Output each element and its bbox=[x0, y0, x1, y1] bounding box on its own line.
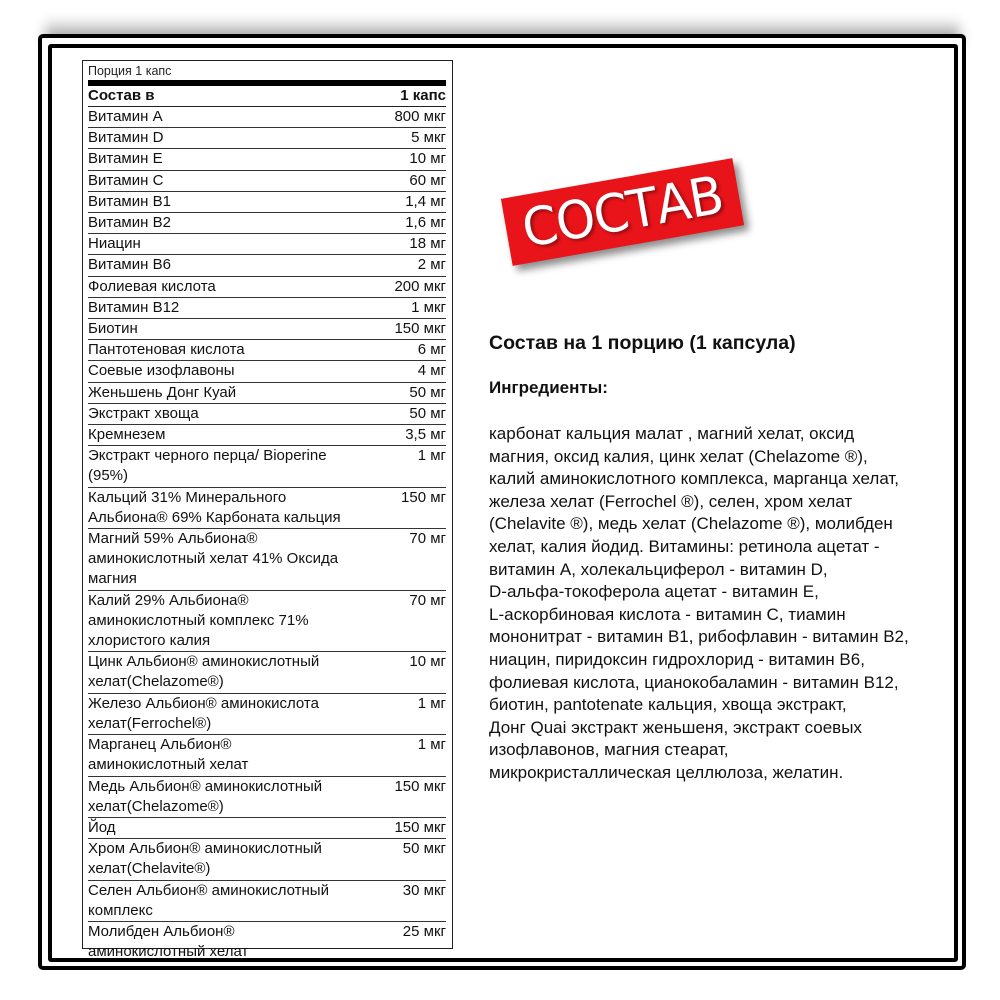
nutrient-name-line: Витамин B1 bbox=[88, 192, 171, 210]
ingredients-heading: Ингредиенты: bbox=[489, 378, 608, 397]
table-rows bbox=[88, 107, 446, 962]
ingredients-line: фолиевая кислота, цианокобаламин - витамин B12, bbox=[489, 672, 899, 692]
table-row bbox=[88, 839, 446, 880]
composition-title: Состав на 1 порцию (1 капсула) bbox=[489, 332, 796, 354]
nutrient-name bbox=[88, 488, 401, 528]
nutrient-amount: 1 мкг bbox=[411, 298, 446, 316]
nutrient-name bbox=[88, 234, 409, 254]
table-row bbox=[88, 735, 446, 776]
table-row bbox=[88, 591, 446, 653]
nutrient-amount: 2 мг bbox=[417, 256, 446, 274]
nutrient-name-line: Фолиевая кислота bbox=[88, 277, 216, 295]
table-row bbox=[88, 361, 446, 382]
nutrient-name-line: Витамин D bbox=[88, 129, 164, 147]
ingredients-line: хелат, калия йодид. Витамины: ретинола ацетат - bbox=[489, 536, 880, 556]
nutrient-name bbox=[88, 383, 409, 403]
nutrient-name bbox=[88, 591, 409, 652]
nutrient-amount: 6 мг bbox=[417, 341, 446, 359]
table-row bbox=[88, 234, 446, 255]
table-row bbox=[88, 298, 446, 319]
nutrient-name-line: Экстракт хвоща bbox=[88, 404, 199, 422]
nutrient-name-line: Калий 29% Альбиона® bbox=[88, 591, 249, 609]
nutrient-name-line: аминокислотный комплекс 71% bbox=[88, 611, 309, 629]
nutrient-name bbox=[88, 192, 405, 212]
nutrient-amount: 50 мг bbox=[409, 383, 446, 401]
nutrient-name bbox=[88, 319, 394, 339]
table-row bbox=[88, 446, 446, 487]
header-name: Состав в bbox=[88, 87, 155, 104]
table-row bbox=[88, 818, 446, 839]
nutrient-name-line: хелат(Chelazome®) bbox=[88, 797, 224, 815]
table-row bbox=[88, 777, 446, 818]
ingredients-line: ниацин, пиридоксин гидрохлорид - витамин B6, bbox=[489, 649, 865, 669]
nutrient-name-line: Медь Альбион® аминокислотный bbox=[88, 777, 323, 795]
nutrient-amount: 4 мг bbox=[417, 362, 446, 380]
table-row bbox=[88, 652, 446, 693]
nutrient-name-line: Витамин E bbox=[88, 150, 163, 168]
nutrient-amount: 50 мг bbox=[409, 404, 446, 422]
nutrient-amount: 25 мкг bbox=[402, 922, 446, 940]
table-row bbox=[88, 171, 446, 192]
nutrient-name-line: Марганец Альбион® bbox=[88, 736, 232, 754]
nutrient-name-line: аминокислотный хелат bbox=[88, 756, 249, 774]
nutrient-amount: 1 мг bbox=[417, 447, 446, 465]
nutrient-amount: 5 мкг bbox=[411, 129, 446, 147]
nutrient-name-line: (95%) bbox=[88, 467, 129, 485]
nutrient-name bbox=[88, 298, 411, 318]
nutrient-name bbox=[88, 694, 418, 734]
table-row bbox=[88, 922, 446, 962]
nutrient-name bbox=[88, 446, 418, 486]
ingredients-line: калий аминокислотного комплекса, марганца хелат, bbox=[489, 469, 900, 489]
nutrient-name-line: Альбиона® 69% Карбоната кальция bbox=[88, 508, 341, 526]
nutrient-name-line: Цинк Альбион® аминокислотный bbox=[88, 653, 320, 671]
nutrient-amount: 70 мг bbox=[409, 530, 446, 548]
nutrient-name-line: хелат(Ferrochel®) bbox=[88, 714, 212, 732]
nutrient-name-line: Витамин C bbox=[88, 171, 164, 189]
table-row bbox=[88, 107, 446, 128]
table-row bbox=[88, 340, 446, 361]
nutrient-amount: 10 мг bbox=[409, 150, 446, 168]
nutrient-name-line: Пантотеновая кислота bbox=[88, 341, 245, 359]
nutrient-name-line: Железо Альбион® аминокислота bbox=[88, 694, 319, 712]
ingredients-line: витамин A, холекальциферол - витамин D, bbox=[489, 559, 828, 579]
nutrient-name bbox=[88, 213, 405, 233]
nutrient-amount: 50 мкг bbox=[402, 840, 446, 858]
nutrient-name-line: Экстракт черного перца/ Bioperine bbox=[88, 447, 327, 465]
nutrient-name bbox=[88, 255, 418, 275]
nutrient-name bbox=[88, 425, 405, 445]
nutrient-name-line: Кальций 31% Минерального bbox=[88, 488, 287, 506]
table-row bbox=[88, 383, 446, 404]
nutrient-name bbox=[88, 777, 394, 817]
nutrient-name-line: хелат(Chelavite®) bbox=[88, 860, 211, 878]
nutrient-name-line: магния bbox=[88, 570, 137, 588]
nutrient-name-line: Магний 59% Альбиона® bbox=[88, 530, 258, 548]
nutrient-name-line: хелат(Chelazome®) bbox=[88, 673, 224, 691]
nutrient-amount: 1 мг bbox=[417, 694, 446, 712]
nutrient-name bbox=[88, 922, 403, 962]
nutrient-amount: 1,6 мг bbox=[405, 214, 446, 232]
nutrient-name bbox=[88, 171, 409, 191]
nutrient-name bbox=[88, 149, 409, 169]
nutrient-name-line: Молибден Альбион® bbox=[88, 922, 235, 940]
nutrient-name bbox=[88, 735, 418, 775]
nutrient-name bbox=[88, 277, 394, 297]
nutrient-amount: 150 мкг bbox=[394, 777, 446, 795]
table-row bbox=[88, 488, 446, 529]
nutrient-name bbox=[88, 839, 403, 879]
nutrient-name bbox=[88, 881, 403, 921]
table-row bbox=[88, 881, 446, 922]
ingredients-text bbox=[489, 423, 919, 785]
serving-size: Порция 1 капс bbox=[88, 64, 172, 78]
ingredients-line: (Chelavite ®), медь хелат (Chelazome ®), молибден bbox=[489, 514, 893, 534]
nutrient-amount: 1 мг bbox=[417, 736, 446, 754]
nutrient-name bbox=[88, 404, 409, 424]
nutrient-name-line: Хром Альбион® аминокислотный bbox=[88, 840, 322, 858]
supplement-facts-table bbox=[82, 60, 453, 961]
nutrient-amount: 10 мг bbox=[409, 653, 446, 671]
nutrient-name bbox=[88, 818, 394, 838]
nutrient-amount: 1,4 мг bbox=[405, 192, 446, 210]
nutrient-amount: 70 мг bbox=[409, 591, 446, 609]
nutrient-amount: 30 мкг bbox=[402, 881, 446, 899]
nutrient-name-line: Кремнезем bbox=[88, 426, 166, 444]
nutrient-amount: 3,5 мг bbox=[405, 426, 446, 444]
nutrient-amount: 800 мкг bbox=[394, 108, 446, 125]
nutrient-name-line: Селен Альбион® аминокислотный bbox=[88, 881, 329, 899]
ingredients-line: железа хелат (Ferrochel ®), селен, хром хелат bbox=[489, 491, 853, 511]
table-row bbox=[88, 128, 446, 149]
nutrient-name-line: Женьшень Донг Куай bbox=[88, 383, 237, 401]
nutrient-name bbox=[88, 529, 409, 590]
table-row bbox=[88, 192, 446, 213]
table-row bbox=[88, 319, 446, 340]
nutrient-name-line: комплекс bbox=[88, 901, 153, 919]
nutrient-name-line: Ниацин bbox=[88, 235, 141, 253]
ingredients-line: мононитрат - витамин B1, рибофлавин - витамин B2, bbox=[489, 627, 909, 647]
nutrient-amount: 150 мкг bbox=[394, 320, 446, 338]
nutrient-name-line: Витамин B12 bbox=[88, 298, 180, 316]
nutrient-name-line: аминокислотный хелат 41% Оксида bbox=[88, 550, 339, 568]
nutrient-name-line: Витамин A bbox=[88, 108, 163, 125]
nutrient-name-line: Йод bbox=[88, 818, 116, 836]
nutrient-amount: 200 мкг bbox=[394, 277, 446, 295]
nutrient-amount: 60 мг bbox=[409, 171, 446, 189]
nutrient-name bbox=[88, 340, 418, 360]
table-row bbox=[88, 213, 446, 234]
nutrient-name-line: хлористого калия bbox=[88, 632, 211, 650]
table-row bbox=[88, 404, 446, 425]
nutrient-name bbox=[88, 128, 411, 148]
ingredients-line: L-аскорбиновая кислота - витамин C, тиамин bbox=[489, 604, 846, 624]
nutrient-amount: 18 мг bbox=[409, 235, 446, 253]
table-row bbox=[88, 277, 446, 298]
table-row bbox=[88, 425, 446, 446]
ingredients-line: Донг Quai экстракт женьшеня, экстракт соевых bbox=[489, 717, 862, 737]
nutrient-name-line: Витамин B6 bbox=[88, 256, 171, 274]
nutrient-amount: 150 мг bbox=[401, 488, 446, 506]
nutrient-name-line: аминокислотный хелат bbox=[88, 943, 249, 961]
ingredients-line: микрокристаллическая целлюлоза, желатин. bbox=[489, 762, 844, 782]
ingredients-line: карбонат кальция малат , магний хелат, оксид bbox=[489, 424, 855, 443]
ingredients-line: биотин, pantotenate кальция, хвоща экстракт, bbox=[489, 695, 847, 715]
nutrient-name bbox=[88, 652, 409, 692]
table-row bbox=[88, 529, 446, 591]
nutrient-amount: 150 мкг bbox=[394, 818, 446, 836]
table-header bbox=[88, 86, 446, 107]
nutrient-name-line: Витамин B2 bbox=[88, 214, 171, 232]
nutrient-name bbox=[88, 361, 418, 381]
badge-label: СОСТАВ bbox=[517, 164, 728, 260]
table-row bbox=[88, 149, 446, 170]
ingredients-line: изофлавонов, магния стеарат, bbox=[489, 740, 729, 760]
ingredients-line: D-альфа-токоферола ацетат - витамин E, bbox=[489, 582, 819, 602]
header-value: 1 капс bbox=[400, 87, 446, 104]
ingredients-line: магния, оксид калия, цинк хелат (Chelazome ®), bbox=[489, 446, 868, 466]
nutrient-name bbox=[88, 107, 394, 127]
table-row bbox=[88, 255, 446, 276]
table-row bbox=[88, 694, 446, 735]
nutrient-name-line: Биотин bbox=[88, 320, 138, 338]
nutrient-name-line: Соевые изофлавоны bbox=[88, 362, 235, 380]
